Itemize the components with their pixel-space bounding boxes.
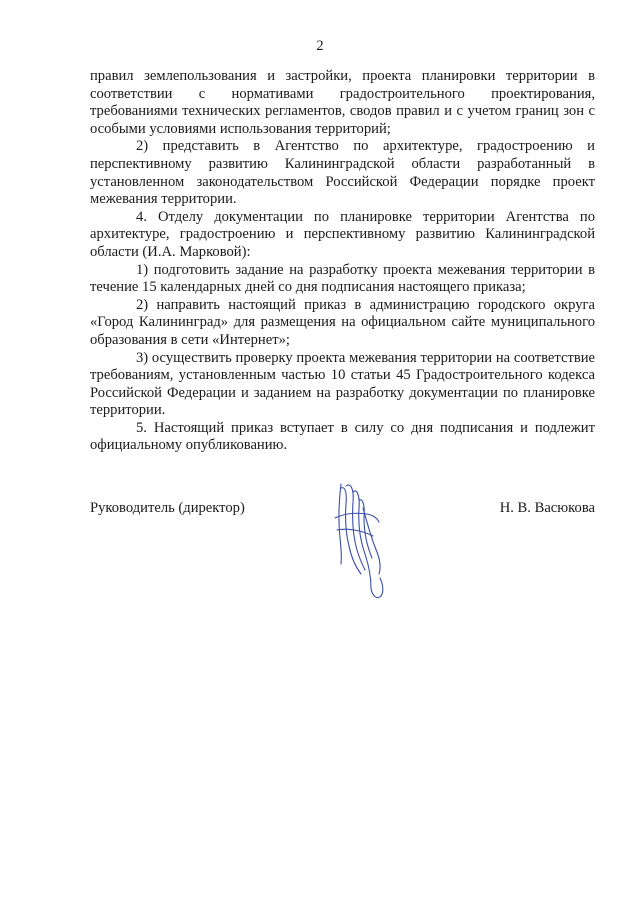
handwritten-signature: [327, 478, 387, 603]
paragraph-item-2-submit: 2) представить в Агентство по архитектуре, градостроению и перспективному развитию Калининградской области разработанный в установленном законодательством Российской Федерации порядке проект межевания территории.: [90, 138, 595, 208]
paragraph-continuation: правил землепользования и застройки, проекта планировки территории в соответствии с нормативами градостроительного проектирования, требованиями технических регламентов, сводов правил и с учетом границ зон с особыми условиями использования территорий;: [90, 68, 595, 137]
paragraph-section-4: 4. Отделу документации по планировке территории Агентства по архитектуре, градостроению и перспективному развитию Калининградской области (И.А. Марковой):: [90, 208, 595, 260]
paragraph-item-3-verify: 3) осуществить проверку проекта межевания территории на соответствие требованиям, установленным частью 10 статьи 45 Градостроительного кодекса Российской Федерации и заданием на разработку документации по планировке территории.: [90, 349, 595, 419]
paragraph-section-5: 5. Настоящий приказ вступает в силу со дня подписания и подлежит официальному опубликованию.: [90, 419, 595, 454]
paragraph-item-1-prepare: 1) подготовить задание на разработку проекта межевания территории в течение 15 календарных дней со дня подписания настоящего приказа;: [90, 261, 595, 296]
paragraph-item-2-send: 2) направить настоящий приказ в администрацию городского округа «Город Калининград» для размещения на официальном сайте муниципального образования в сети «Интернет»;: [90, 296, 595, 348]
signatory-title: Руководитель (директор): [90, 500, 245, 516]
page-number: 2: [316, 38, 324, 54]
signatory-name: Н. В. Васюкова: [499, 500, 595, 516]
document-body: [90, 68, 595, 455]
